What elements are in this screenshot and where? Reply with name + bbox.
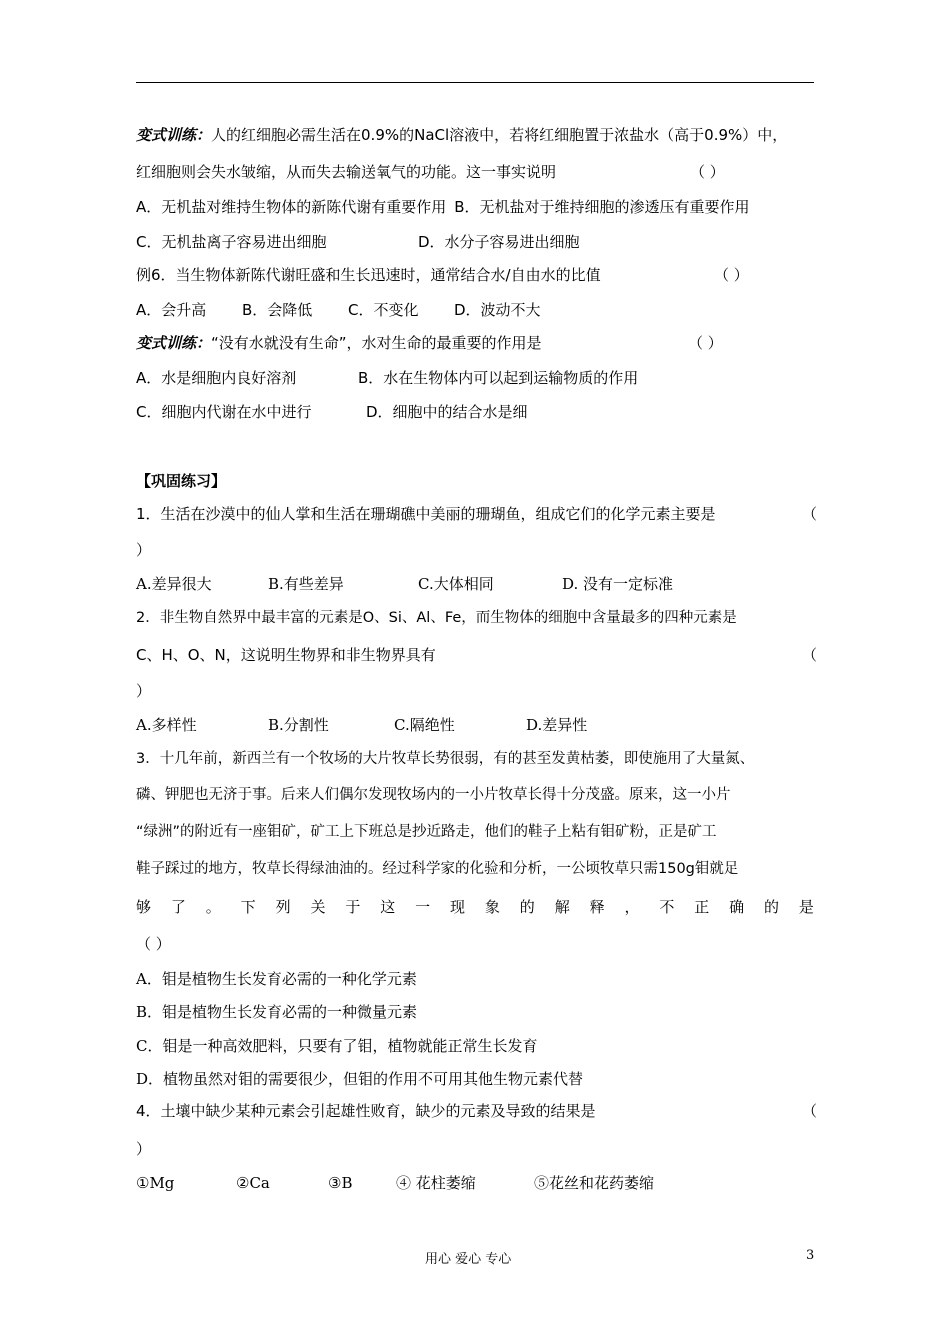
q2-line2: C、H、O、N，这说明生物界和非生物界具有 （ bbox=[136, 646, 818, 664]
option-a: A．无机盐对维持生物体的新陈代谢有重要作用 bbox=[136, 198, 447, 216]
q3-line5-char: 象 bbox=[484, 898, 500, 916]
q3-line5-char: 一 bbox=[415, 898, 431, 916]
variant1-options-cd bbox=[136, 231, 826, 253]
option-4: ④ 花柱萎缩 bbox=[396, 1174, 476, 1192]
answer-paren: （ ） bbox=[714, 266, 749, 284]
paren-open: （ bbox=[802, 505, 818, 523]
answer-paren: （ ） bbox=[688, 334, 723, 352]
option-d: D．细胞中的结合水是细 bbox=[366, 403, 528, 421]
footer-motto: 用心 爱心 专心 bbox=[425, 1252, 512, 1267]
q3-line1: 3．十几年前，新西兰有一个牧场的大片牧草长势很弱，有的甚至发黄枯萎，即使施用了大量氮、 bbox=[136, 751, 755, 767]
q3-line5-char: 释 bbox=[589, 898, 605, 916]
paren-open: （ bbox=[802, 646, 818, 664]
q2-paren-close: ） bbox=[136, 682, 152, 700]
option-2: ②Ca bbox=[236, 1174, 270, 1192]
q2-line1: 2．非生物自然界中最丰富的元素是O、Si、Al、Fe，而生物体的细胞中含量最多的四种元素是 bbox=[136, 610, 737, 626]
q3-line3: “绿洲”的附近有一座钼矿，矿工上下班总是抄近路走，他们的鞋子上粘有钼矿粉，正是矿工 bbox=[136, 824, 717, 840]
q3-line5-char: 。 bbox=[205, 898, 221, 916]
q3-option-d: D．植物虽然对钼的需要很少，但钼的作用不可用其他生物元素代替 bbox=[136, 1070, 584, 1088]
q3-line5-char: 够 bbox=[136, 898, 152, 916]
q4-stem: 4．土壤中缺少某种元素会引起雄性败育，缺少的元素及导致的结果是 （ bbox=[136, 1102, 818, 1120]
variant1-line2 bbox=[136, 161, 826, 183]
option-b: B．水在生物体内可以起到运输物质的作用 bbox=[358, 369, 639, 387]
variant1-tag: 变式训练： bbox=[136, 126, 212, 144]
option-a: A.差异很大 bbox=[136, 575, 212, 593]
example6-stem: 例6．当生物体新陈代谢旺盛和生长迅速时，通常结合水/自由水的比值 （ ） bbox=[136, 266, 749, 284]
q3-line5-char: 的 bbox=[764, 898, 780, 916]
q3-line5-char: 于 bbox=[345, 898, 361, 916]
q3-line5-char: 下 bbox=[240, 898, 256, 916]
q3-line5-char: 现 bbox=[450, 898, 466, 916]
option-d: D. 没有一定标准 bbox=[562, 575, 674, 593]
option-1: ①Mg bbox=[136, 1174, 175, 1192]
variant1-line1 bbox=[136, 124, 826, 146]
q3-line5-text bbox=[136, 896, 814, 918]
q4-paren-close: ） bbox=[136, 1140, 152, 1158]
variant2-stem: 变式训练：“没有水就没有生命”，水对生命的最重要的作用是 （ ） bbox=[136, 334, 723, 352]
q3-line5-char: 不 bbox=[659, 898, 675, 916]
option-c: C.隔绝性 bbox=[394, 716, 455, 734]
q3-answer-paren: （ ） bbox=[136, 935, 171, 953]
option-a: A．会升高 bbox=[136, 301, 207, 319]
option-c: C.大体相同 bbox=[418, 575, 494, 593]
q3-line5-char: 正 bbox=[694, 898, 710, 916]
q3-option-b: B．钼是植物生长发育必需的一种微量元素 bbox=[136, 1003, 418, 1021]
option-c: C．无机盐离子容易进出细胞 bbox=[136, 233, 327, 251]
q3-line5-char: 这 bbox=[380, 898, 396, 916]
header-rule bbox=[136, 82, 814, 83]
option-d: D.差异性 bbox=[526, 716, 588, 734]
q3-line5-char: 解 bbox=[554, 898, 570, 916]
q3-line5-char: 了 bbox=[170, 898, 186, 916]
q3-line5-char: 列 bbox=[275, 898, 291, 916]
answer-paren: （ ） bbox=[690, 163, 725, 181]
option-a: A．水是细胞内良好溶剂 bbox=[136, 369, 297, 387]
option-c: C．细胞内代谢在水中进行 bbox=[136, 403, 312, 421]
q1-stem: 1．生活在沙漠中的仙人掌和生活在珊瑚礁中美丽的珊瑚鱼，组成它们的化学元素主要是 （ bbox=[136, 505, 818, 523]
q3-option-a: A．钼是植物生长发育必需的一种化学元素 bbox=[136, 970, 417, 988]
variant1-stem-1: 人的红细胞必需生活在0.9%的NaCl溶液中，若将红细胞置于浓盐水（高于0.9%）中， bbox=[211, 126, 788, 144]
option-b: B.分割性 bbox=[268, 716, 329, 734]
option-d: D．水分子容易进出细胞 bbox=[418, 233, 580, 251]
option-b: B．会降低 bbox=[242, 301, 313, 319]
q3-line5-char: ， bbox=[624, 898, 640, 916]
q3-line5-char: 关 bbox=[310, 898, 326, 916]
variant1-stem-2: 红细胞则会失水皱缩，从而失去输送氧气的功能。这一事实说明 bbox=[136, 163, 557, 181]
variant2-tag: 变式训练： bbox=[136, 334, 212, 352]
q3-line4: 鞋子踩过的地方，牧草长得绿油油的。经过科学家的化验和分析，一公顷牧草只需150g钼就足 bbox=[136, 861, 739, 877]
variant1-options-ab bbox=[136, 196, 826, 218]
q3-line5-char: 是 bbox=[798, 898, 814, 916]
section-title: 【巩固练习】 bbox=[136, 472, 227, 490]
q3-line5-char: 的 bbox=[519, 898, 535, 916]
option-c: C．不变化 bbox=[348, 301, 419, 319]
q3-line5 bbox=[136, 896, 826, 918]
option-5: ⑤花丝和花药萎缩 bbox=[534, 1174, 655, 1192]
paren-open: （ bbox=[802, 1102, 818, 1120]
q3-line2: 磷、钾肥也无济于事。后来人们偶尔发现牧场内的一小片牧草长得十分茂盛。原来，这一小片 bbox=[136, 787, 731, 803]
option-d: D．波动不大 bbox=[454, 301, 541, 319]
option-3: ③B bbox=[328, 1174, 353, 1192]
q3-option-c: C．钼是一种高效肥料，只要有了钼，植物就能正常生长发育 bbox=[136, 1037, 538, 1055]
q1-paren-close: ） bbox=[136, 541, 152, 559]
option-b: B.有些差异 bbox=[268, 575, 344, 593]
option-a: A.多样性 bbox=[136, 716, 197, 734]
option-b: B．无机盐对于维持细胞的渗透压有重要作用 bbox=[454, 198, 750, 216]
q3-line5-char: 确 bbox=[729, 898, 745, 916]
page-number: 3 bbox=[806, 1248, 815, 1263]
